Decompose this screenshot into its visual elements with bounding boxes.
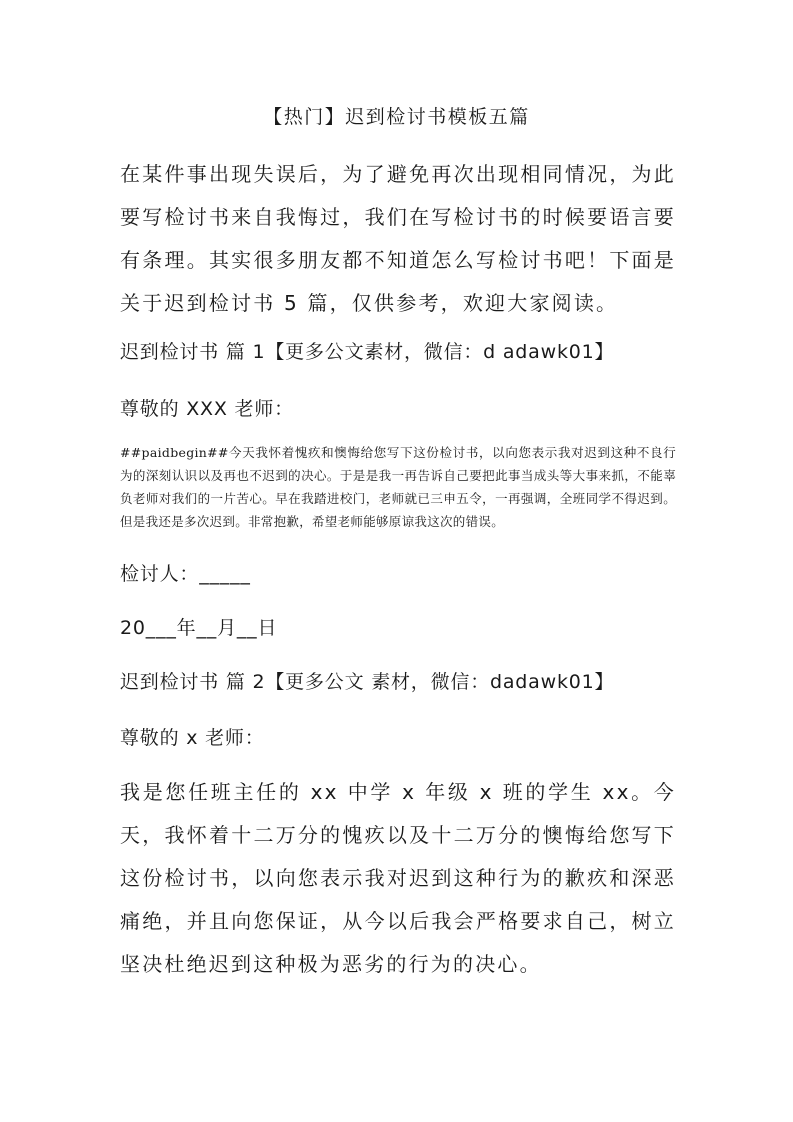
section-1-heading: 迟到检讨书 篇 1【更多公文素材，微信：d adawk01】 [120,341,615,363]
section-1-date-line: 20___年__月__日 [120,617,278,639]
section-2-salutation: 尊敬的 x 老师： [120,727,265,749]
section-1-signer-line: 检讨人：_____ [120,563,251,585]
intro-paragraph: 在某件事出现失误后，为了避免再次出现相同情况，为此要写检讨书来自我悔过，我们在写检讨书的时候要语言要有条理。其实很多朋友都不知道怎么写检讨书吧！下面是关于迟到检讨书 5 篇，仅供参考，欢迎大家阅读。 [120,162,676,315]
section-2-body: 我是您任班主任的 xx 中学 x 年级 x 班的学生 xx。今天，我怀着十二万分的愧疚以及十二万分的懊悔给您写下这份检讨书，以向您表示我对迟到这种行为的歉疚和深恶痛绝，并且向您保证，从今以后我会严格要求自己，树立坚决杜绝迟到这种极为恶劣的行为的决心。 [120,780,676,976]
section-1-body: ##paidbegin##今天我怀着愧疚和懊悔给您写下这份检讨书，以向您表示我对迟到这种不良行为的深刻认识以及再也不迟到的决心。于是是我一再告诉自己要把此事当成头等大事来抓，不能辜负老师对我们的一片苦心。早在我踏进校门，老师就已三申五令，一再强调，全班同学不得迟到。但是我还是多次迟到。非常抱歉，希望老师能够原谅我这次的错误。 [120,445,676,529]
section-2-heading: 迟到检讨书 篇 2【更多公文 素材，微信：dadawk01】 [120,671,615,693]
document-title: 【热门】迟到检讨书模板五篇 [263,106,530,128]
section-1-salutation: 尊敬的 XXX 老师： [120,398,294,420]
